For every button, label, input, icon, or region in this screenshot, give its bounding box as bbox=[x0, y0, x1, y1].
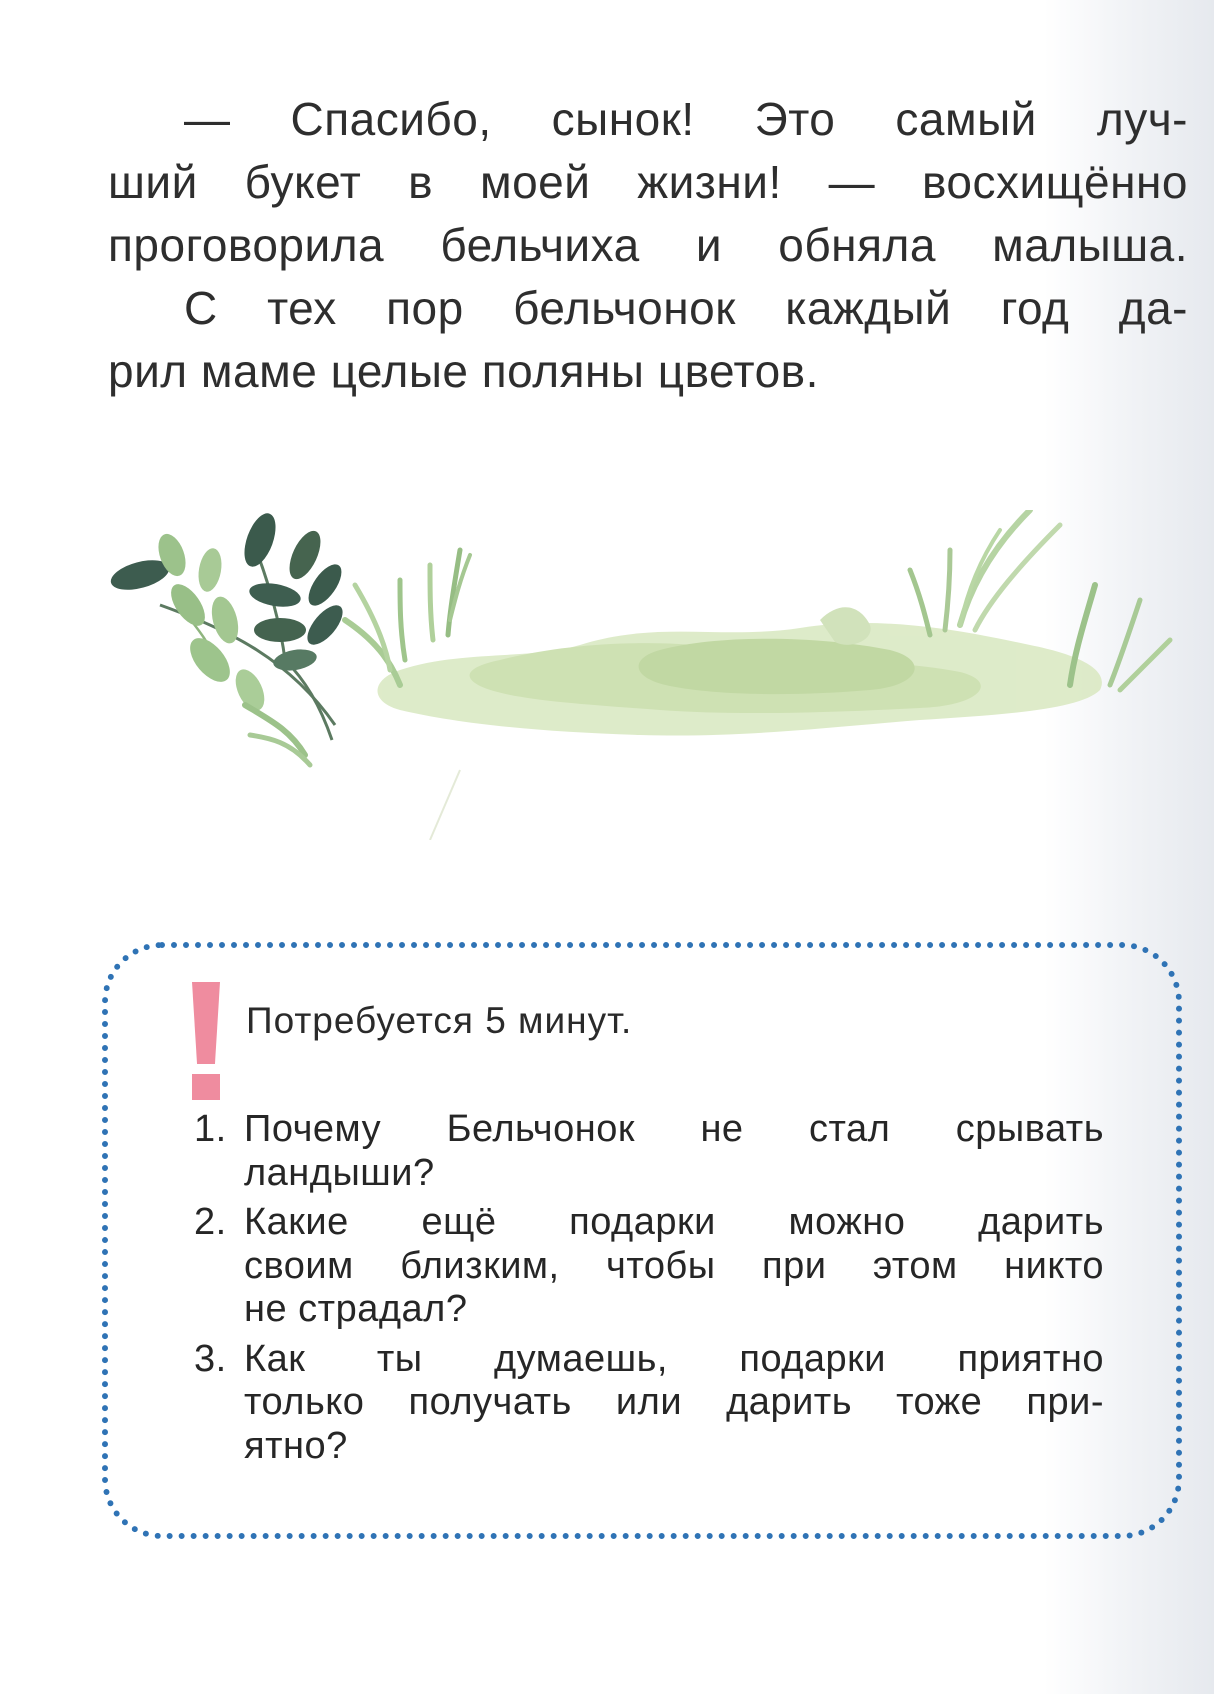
question-item bbox=[194, 1201, 1104, 1332]
question-line: ятно? bbox=[244, 1424, 348, 1467]
question-line: ландыши? bbox=[244, 1151, 435, 1194]
story-line: ший букет в моей жизни! — восхищённо bbox=[108, 156, 1188, 208]
question-number: 2. bbox=[194, 1201, 227, 1243]
story-line: — Спасибо, сынок! Это самый луч- bbox=[184, 93, 1188, 145]
grass-thin-stroke bbox=[430, 770, 460, 840]
question-line: своим близким, чтобы при этом никто bbox=[244, 1244, 1104, 1287]
story-paragraph-2 bbox=[108, 277, 1188, 403]
question-line: Как ты думаешь, подарки приятно bbox=[244, 1337, 1104, 1380]
question-line: Почему Бельчонок не стал срывать bbox=[244, 1108, 1104, 1150]
question-line: не страдал? bbox=[244, 1288, 468, 1330]
task-box bbox=[102, 942, 1182, 1539]
ground-wash bbox=[378, 607, 1102, 735]
story-line: С тех пор бельчонок каждый год да- bbox=[184, 282, 1188, 334]
story-paragraph-1 bbox=[108, 88, 1188, 277]
question-item bbox=[194, 1338, 1104, 1469]
story-line: проговорила бельчиха и обняла малыша. bbox=[108, 219, 1188, 271]
question-line: только получать или дарить тоже при- bbox=[244, 1381, 1104, 1423]
story-line: рил маме целые поляны цветов. bbox=[108, 345, 819, 397]
question-number: 3. bbox=[194, 1337, 227, 1380]
exclamation-icon bbox=[186, 982, 226, 1102]
question-item bbox=[194, 1108, 1104, 1195]
question-number: 1. bbox=[194, 1108, 227, 1150]
question-line: Какие ещё подарки можно дарить bbox=[244, 1201, 1104, 1243]
story-text bbox=[108, 88, 1188, 403]
time-note: Потребуется 5 минут. bbox=[246, 1000, 633, 1041]
questions-list bbox=[194, 1108, 1104, 1474]
grass-illustration bbox=[100, 510, 1200, 840]
